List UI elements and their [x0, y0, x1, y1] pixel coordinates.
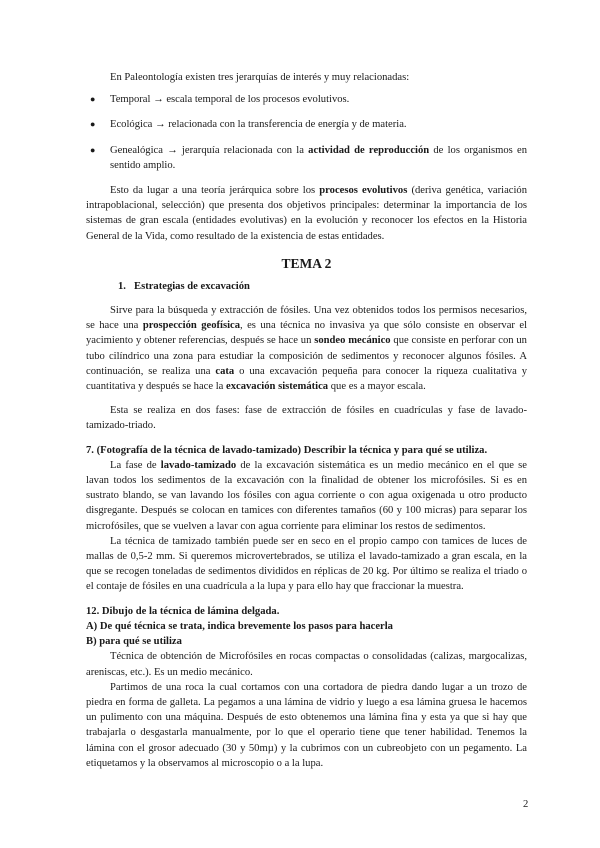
excavation-paragraph: Sirve para la búsqueda y extracción de fósiles. Una vez obtenidos todos los permisos necesarios, se hace una prospección geofísica, es una técnica no invasiva ya que sólo consiste en observar el yacimiento y obtener referencias, después se hace un sondeo mecánico que consiste en perforar con un tubo cilíndrico una zona para estudiar la composición de sedimentos y reconocer algunos fósiles. A continuación, se realiza una cata o una excavación pequeña para conocer la riqueza cualitativa y cuantitativa y después se hace la excavación sistemática que es a mayor escala. [86, 305, 528, 393]
procedure-paragraph: Partimos de una roca la cual cortamos con una cortadora de piedra dando lugar a un trozo de piedra en forma de galleta. La pegamos a una lámina de vidrio y luego a esa lámina gruesa le hacemos un pulimento con una máquina. Después de esto obtenemos una lámina fina y esta ya que si hay que trabajarla o desgastarla manualmente, por lo que el operario tiene que tener habilidad. Tenemos la lámina con el grosor adecuado (30 y 50mµ) y la cubrimos con un cubreobjeto con un pegamento. La etiquetamos y la observamos al microscopio o a la lupa. [86, 681, 527, 769]
list-item: ● Ecológica → relacionada con la transferencia de energía y de materia. [86, 117, 527, 132]
question-part-b: B) para qué se utiliza [86, 636, 182, 648]
question-heading: 7. (Fotografía de la técnica de lavado-tamizado) Describir la técnica y para qué se utiliza. [86, 444, 488, 456]
bullet-icon: ● [90, 119, 96, 130]
hierarchy-list [86, 92, 527, 173]
list-item: ● Genealógica → jerarquía relacionada con la actividad de reproducción de los organismos en sentido amplio. [90, 144, 527, 171]
bullet-icon: ● [90, 144, 96, 155]
page-title: TEMA 2 [281, 255, 332, 271]
sieving-paragraph: La técnica de tamizado también puede ser en seco en el propio campo con tamices de luces de mallas de 0,5-2 mm. Si queremos microvertebrados, se utiliza el lavado-tamizado a gran escala, en la que se recogen toneladas de sedimentos divididos en réplicas de 20 kg. Por último se realiza el triado o el contaje de fósiles en una cuadrícula a la lupa y para ello hay que fraccionar la muestra. [86, 535, 527, 593]
section-heading: 1. Estrategias de excavación [118, 280, 250, 292]
page-number: 2 [523, 799, 529, 810]
intro-paragraph: En Paleontología existen tres jerarquías de interés y muy relacionadas: [110, 72, 410, 83]
bullet-icon: ● [90, 94, 96, 105]
list-item: ● Temporal → escala temporal de los procesos evolutivos. [86, 92, 527, 107]
washing-paragraph: La fase de lavado-tamizado de la excavación sistemática es un medio mecánico en el que se lavan todos los sedimentos de la excavación con la finalidad de obtener los microfósiles. Si es en sustrato blando, se van lavando los fósiles con agua corriente o con agua oxigenada u otro producto disgregante. Después se colocan en tamices con diferentes tamaños (60 y 100 micras) para separar los microfósiles, que se vuelven a lavar con agua corriente para eliminar los restos de sedimentos. [86, 459, 527, 532]
question-part-a: A) De qué técnica se trata, indica brevemente los pasos para hacerla [86, 620, 393, 632]
thin-section-paragraph: Técnica de obtención de Microfósiles en rocas compactas o consolidadas (calizas, margocalizas, areniscas, etc.). Es un medio mecánico. [86, 651, 527, 678]
page-content [86, 70, 527, 771]
phases-paragraph: Esta se realiza en dos fases: fase de extracción de fósiles en cuadrículas y fase de lavado-tamizado-triado. [86, 405, 527, 432]
theory-paragraph: Esto da lugar a una teoría jerárquica sobre los procesos evolutivos (deriva genética, variación intrapoblacional, selección) que presenta dos objetivos principales: determinar la importancia de los sistemas de gran escala (entidades evolutivas) en la evolución y reconocer los efectos en la Historia General de la Vida, como resultado de la existencia de estas entidades. [86, 185, 528, 242]
question-heading: 12. Dibujo de la técnica de lámina delgada. [86, 605, 280, 617]
question-block [86, 604, 527, 650]
